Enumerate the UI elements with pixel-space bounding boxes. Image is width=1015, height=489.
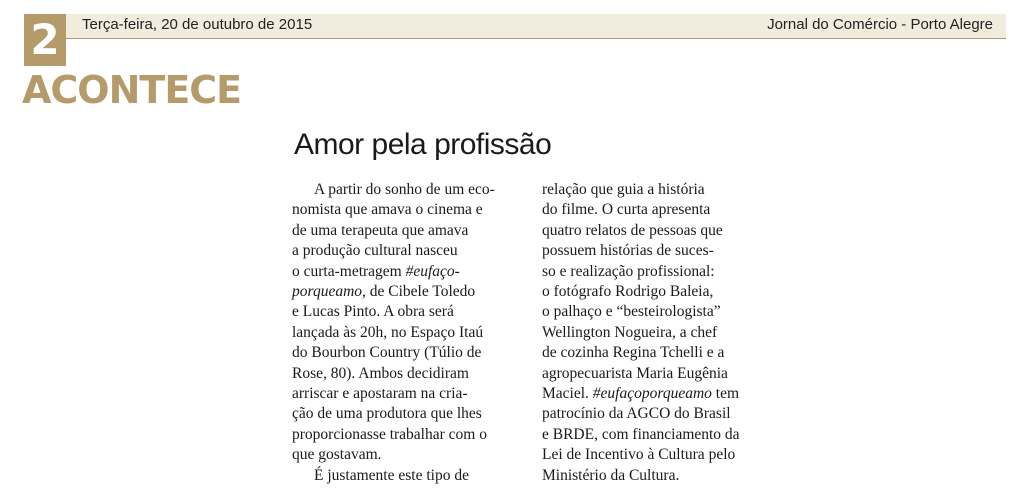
- text-line: a produção cultural nasceu: [292, 242, 458, 260]
- text-line: Maciel. #eufaçoporqueamo tem: [542, 385, 740, 403]
- text-line: que gostavam.: [292, 446, 382, 464]
- text-line: o fotógrafo Rodrigo Baleia,: [542, 283, 714, 301]
- page-number: 2: [24, 14, 66, 66]
- article-column-1: [292, 180, 528, 486]
- film-title: #eufaçoporqueamo: [592, 385, 712, 403]
- text-line: do Bourbon Country (Túlio de: [292, 344, 482, 362]
- text-line: o palhaço e “besteirologista”: [542, 303, 721, 321]
- article-headline: Amor pela profissão: [294, 128, 552, 161]
- text-line: o curta-metragem #eufaço-: [292, 262, 460, 280]
- article-column-2: [542, 180, 778, 486]
- text-line: patrocínio da AGCO do Brasil: [542, 405, 731, 423]
- text-line: lançada às 20h, no Espaço Itaú: [292, 323, 484, 341]
- text-line: Ministério da Cultura.: [542, 466, 680, 484]
- section-title: ACONTECE: [22, 68, 242, 112]
- text-line: do filme. O curta apresenta: [542, 201, 711, 219]
- text-line: ção de uma produtora que lhes: [292, 405, 482, 423]
- text-line: proporcionasse trabalhar com o: [292, 425, 487, 443]
- text-line: agropecuarista Maria Eugênia: [542, 364, 728, 382]
- text-line: de cozinha Regina Tchelli e a: [542, 344, 725, 362]
- text-line: Wellington Nogueira, a chef: [542, 323, 718, 341]
- text-line: nomista que amava o cinema e: [292, 201, 483, 219]
- newspaper-name: Jornal do Comércio - Porto Alegre: [767, 16, 993, 33]
- text-line: so e realização profissional:: [542, 262, 715, 280]
- text-line: e Lucas Pinto. A obra será: [292, 303, 454, 321]
- publication-date: Terça-feira, 20 de outubro de 2015: [82, 16, 313, 33]
- film-title-part: porqueamo: [292, 283, 363, 301]
- text-line: relação que guia a história: [542, 181, 705, 198]
- text-line: A partir do sonho de um eco-: [314, 181, 495, 198]
- text-line: porqueamo, de Cibele Toledo: [292, 283, 476, 301]
- text-line: Rose, 80). Ambos decidiram: [292, 364, 469, 382]
- text-line: quatro relatos de pessoas que: [542, 221, 723, 239]
- text-line: Lei de Incentivo à Cultura pelo: [542, 446, 736, 464]
- text-line: de uma terapeuta que amava: [292, 221, 469, 239]
- text-line: arriscar e apostaram na cria-: [292, 385, 468, 403]
- text-line: e BRDE, com financiamento da: [542, 425, 740, 443]
- text-line: É justamente este tipo de: [314, 466, 469, 484]
- text-line: possuem histórias de suces-: [542, 242, 714, 260]
- film-title-part: #eufaço-: [405, 262, 460, 280]
